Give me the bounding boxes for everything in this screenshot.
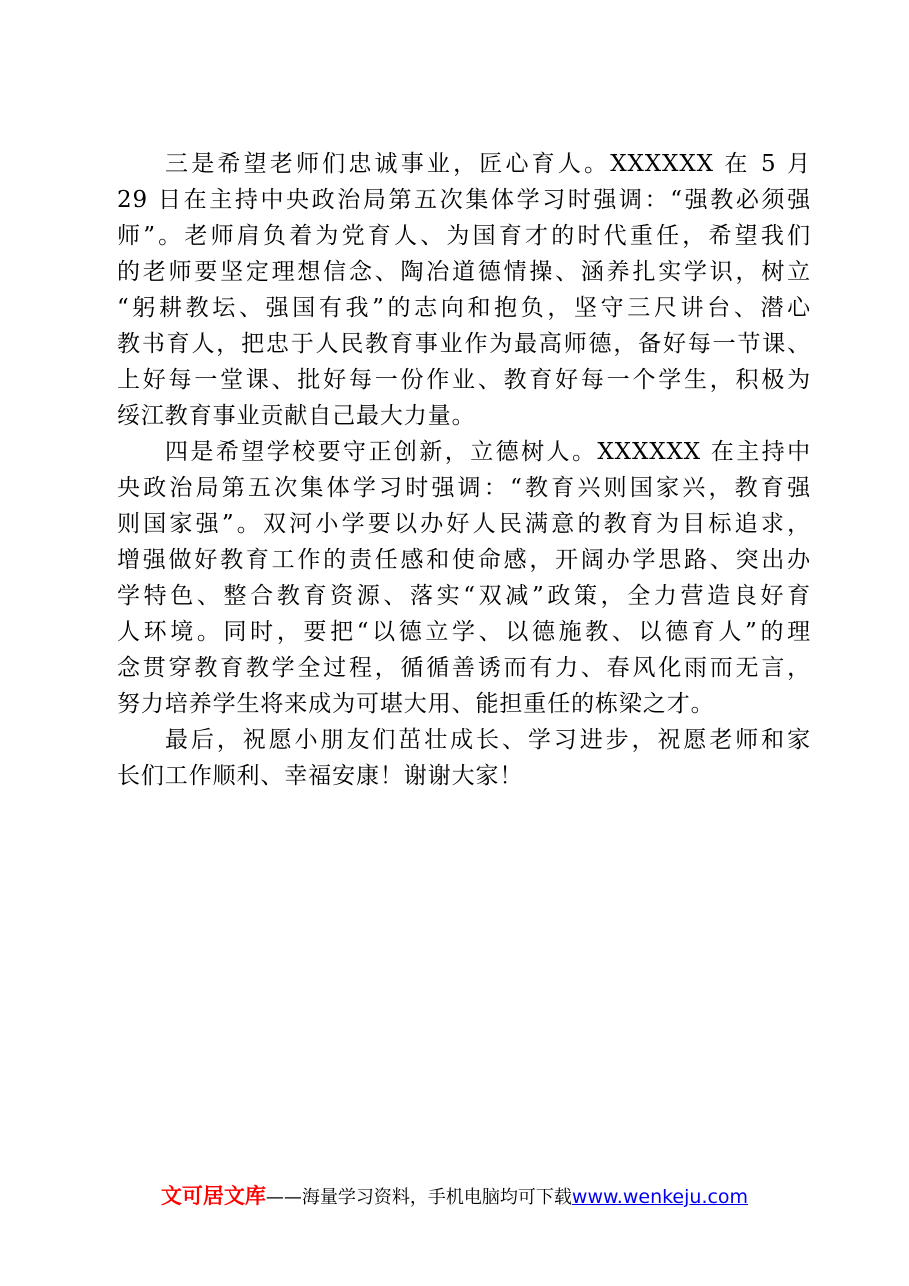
paragraph-teachers (117, 146, 811, 434)
document-body (117, 146, 811, 794)
text-line: 绥江教育事业贡献自己最大力量。 (117, 403, 476, 429)
text-line: 最后，祝愿小朋友们茁壮成长、学习进步，祝愿老师和家 (165, 727, 811, 753)
text-line: 学特色、整合教育资源、落实“双减”政策，全力营造良好育 (117, 583, 811, 609)
paragraph-school (117, 434, 811, 722)
text-line: 三是希望老师们忠诚事业，匠心育人。XXXXXX 在 5 月 (165, 151, 811, 177)
footer-tagline: ——海量学习资料，手机电脑均可下载 (265, 1187, 572, 1208)
text-line: 则国家强”。双河小学要以办好人民满意的教育为目标追求， (117, 511, 811, 537)
footer-banner (0, 1182, 909, 1212)
footer-link[interactable]: www.wenkeju.com (571, 1186, 749, 1208)
text-line: “躬耕教坛、强国有我”的志向和抱负，坚守三尺讲台、潜心 (117, 295, 811, 321)
text-line: 上好每一堂课、批好每一份作业、教育好每一个学生，积极为 (117, 367, 811, 393)
footer-brand: 文可居文库 (160, 1184, 266, 1208)
text-line: 努力培养学生将来成为可堪大用、能担重任的栋梁之才。 (117, 691, 715, 717)
text-line: 教书育人，把忠于人民教育事业作为最高师德，备好每一节课、 (117, 331, 811, 357)
text-line: 长们工作顺利、幸福安康！谢谢大家！ (117, 763, 524, 789)
text-line: 师”。老师肩负着为党育人、为国育才的时代重任，希望我们 (117, 223, 811, 249)
text-line: 人环境。同时，要把“以德立学、以德施教、以德育人”的理 (117, 619, 811, 645)
text-line: 念贯穿教育教学全过程，循循善诱而有力、春风化雨而无言， (117, 655, 811, 681)
text-line: 29 日在主持中央政治局第五次集体学习时强调：“强教必须强 (117, 187, 811, 213)
text-line: 央政治局第五次集体学习时强调：“教育兴则国家兴，教育强 (117, 475, 811, 501)
paragraph-closing (117, 722, 811, 794)
text-line: 的老师要坚定理想信念、陶冶道德情操、涵养扎实学识，树立 (117, 259, 811, 285)
text-line: 增强做好教育工作的责任感和使命感，开阔办学思路、突出办 (117, 547, 811, 573)
text-line: 四是希望学校要守正创新，立德树人。XXXXXX 在主持中 (165, 439, 811, 465)
